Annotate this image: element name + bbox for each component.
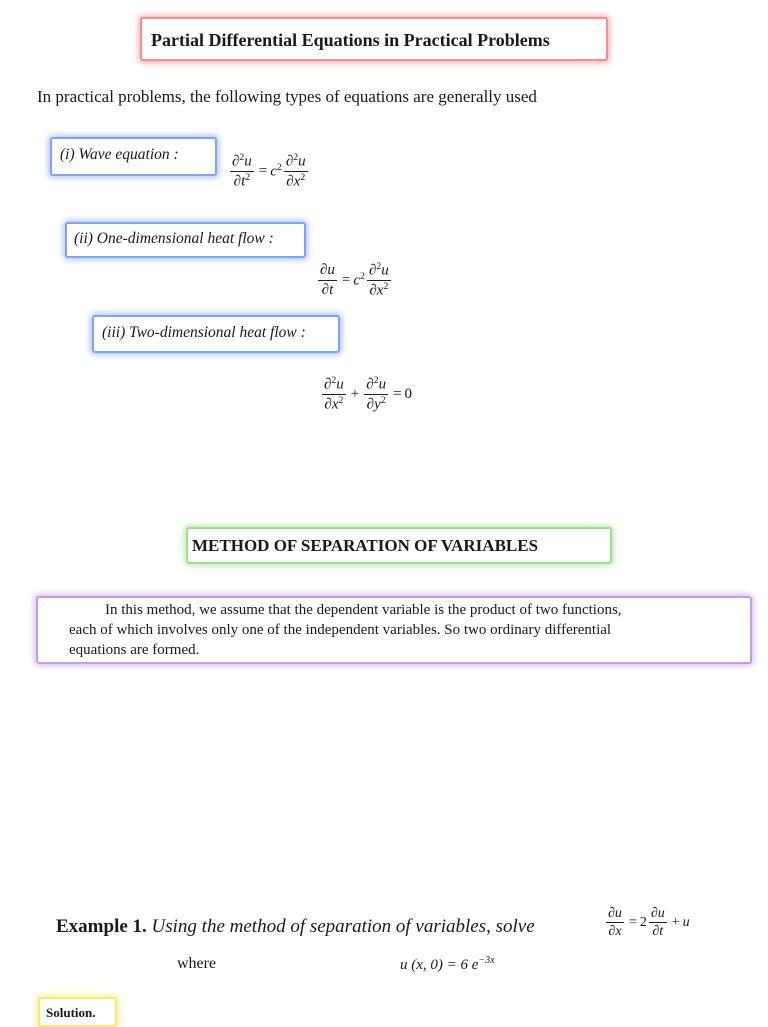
intro-text: In practical problems, the following types of equations are generally used (37, 87, 537, 106)
where-label: where (177, 955, 217, 972)
solution-label: Solution. (46, 1005, 96, 1020)
method-heading: METHOD OF SEPARATION OF VARIABLES (192, 536, 539, 555)
initial-condition: u (x, 0) = 6 $e^{-3x}$ (400, 955, 495, 973)
wave-rhs-fraction: $\frac{\partial^2u}{\partial x^2}$ (285, 152, 306, 190)
wave-lhs-fraction: $\frac{\partial^2u}{\partial t^2}$ (232, 152, 252, 190)
wave-equation: $\frac{\partial^2u}{\partial t^2}$ = $c^2$ $\frac{\partial^2u}{\partial x^2}$ (232, 152, 306, 190)
heat-2d-x-fraction: $\frac{\partial^2u}{\partial x^2}$ (324, 375, 344, 413)
example-rhs-fraction: $\frac{\partial u}{\partial t}$ (650, 906, 665, 940)
heat-2d-y-fraction: $\frac{\partial^2u}{\partial y^2}$ (366, 375, 387, 413)
heat-flow-2d-label: (iii) Two-dimensional heat flow : (102, 324, 306, 341)
example-statement (56, 916, 535, 938)
method-line-2: each of which involves only one of the independent variables. So two ordinary differential (69, 622, 612, 638)
heat-1d-rhs-fraction: $\frac{\partial^2u}{\partial x^2}$ (368, 261, 389, 299)
method-description (69, 600, 743, 660)
heat-1d-lhs-fraction: $\frac{\partial u}{\partial t}$ (320, 262, 335, 298)
example-text: Using the method of separation of variables, solve (151, 916, 535, 937)
heat-flow-1d-label: (ii) One-dimensional heat flow : (74, 230, 274, 247)
wave-equation-label: (i) Wave equation : (60, 146, 179, 163)
example-lhs-fraction: $\frac{\partial u}{\partial x}$ (608, 906, 622, 940)
method-line-1: In this method, we assume that the dependent variable is the product of two functions, (105, 602, 622, 618)
page-title: Partial Differential Equations in Practical Problems (151, 30, 550, 50)
example-label: Example 1. (56, 916, 147, 937)
method-line-3: equations are formed. (69, 642, 200, 658)
example-equation: $\frac{\partial u}{\partial x}$ = 2 $\frac{\partial u}{\partial t}$ + u (608, 906, 690, 940)
heat-flow-2d-equation: $\frac{\partial^2u}{\partial x^2}$ + $\frac{\partial^2u}{\partial y^2}$ = 0 (324, 375, 413, 413)
heat-flow-1d-equation: $\frac{\partial u}{\partial t}$ = $c^2$ $\frac{\partial^2u}{\partial x^2}$ (320, 261, 389, 299)
